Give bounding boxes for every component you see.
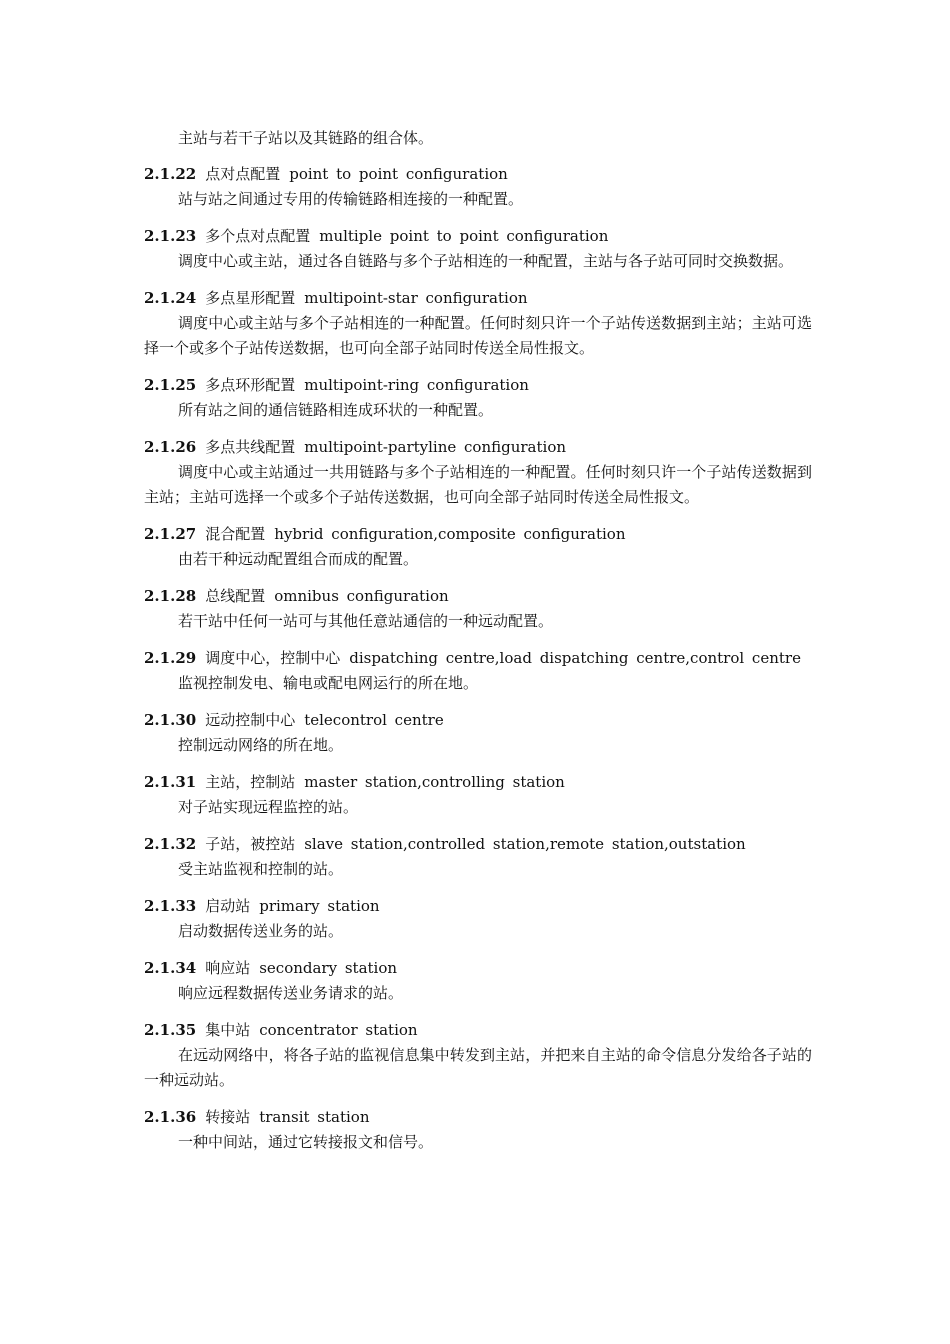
term-definition: 在远动网络中，将各子站的监视信息集中转发到主站，并把来自主站的命令信息分发给各子站的一种远动站。 [144,1046,812,1089]
term-entry [144,770,812,820]
term-number: 2.1.27 [144,525,197,543]
term-heading [144,162,812,187]
term-chinese: 主站，控制站 [205,773,296,791]
term-entry [144,956,812,1006]
term-entry [144,162,812,212]
term-entry [144,522,812,572]
term-entry [144,832,812,882]
term-english: primary station [259,897,380,915]
term-heading [144,286,812,311]
term-entry [144,1105,812,1155]
term-chinese: 远动控制中心 [205,711,296,729]
term-chinese: 多个点对点配置 [205,227,311,245]
term-definition: 一种中间站，通过它转接报文和信号。 [178,1133,434,1151]
term-chinese: 转接站 [205,1108,251,1126]
term-chinese: 响应站 [205,959,251,977]
term-english: secondary station [259,959,398,977]
term-chinese: 多点星形配置 [205,289,296,307]
term-entry [144,708,812,758]
term-english: multipoint-star configuration [304,289,528,307]
term-definition: 对子站实现远程监控的站。 [178,798,359,816]
term-number: 2.1.25 [144,376,197,394]
term-number: 2.1.31 [144,773,197,791]
term-english: multiple point to point configuration [319,227,609,245]
term-number: 2.1.32 [144,835,197,853]
term-heading [144,894,812,919]
term-definition: 启动数据传送业务的站。 [178,922,344,940]
term-heading [144,1018,812,1043]
term-heading [144,224,812,249]
term-chinese: 多点共线配置 [205,438,296,456]
term-definition: 监视控制发电、输电或配电网运行的所在地。 [178,674,479,692]
term-number: 2.1.26 [144,438,197,456]
term-definition: 控制远动网络的所在地。 [178,736,344,754]
intro-paragraph: 主站与若干子站以及其链路的组合体。 [178,129,434,147]
term-definition: 站与站之间通过专用的传输链路相连接的一种配置。 [178,190,524,208]
term-english: multipoint-partyline configuration [304,438,567,456]
term-number: 2.1.34 [144,959,197,977]
term-english: point to point configuration [289,165,508,183]
term-entry [144,646,812,696]
term-english: dispatching centre,load dispatching centre,control centre [349,649,801,667]
term-number: 2.1.29 [144,649,197,667]
term-definition: 调度中心或主站通过一共用链路与多个子站相连的一种配置。任何时刻只许一个子站传送数据到主站；主站可选择一个或多个子站传送数据，也可向全部子站同时传送全局性报文。 [144,463,812,506]
term-entry [144,435,812,510]
term-heading [144,646,812,671]
term-definition: 由若干种远动配置组合而成的配置。 [178,550,419,568]
term-heading [144,832,812,857]
term-chinese: 启动站 [205,897,251,915]
term-english: slave station,controlled station,remote station,outstation [304,835,746,853]
term-heading [144,584,812,609]
term-number: 2.1.28 [144,587,197,605]
term-number: 2.1.22 [144,165,197,183]
term-number: 2.1.30 [144,711,197,729]
term-entry [144,1018,812,1093]
term-english: master station,controlling station [304,773,565,791]
term-chinese: 点对点配置 [205,165,281,183]
term-chinese: 混合配置 [205,525,266,543]
term-entry [144,373,812,423]
term-definition: 受主站监视和控制的站。 [178,860,344,878]
term-number: 2.1.24 [144,289,197,307]
term-chinese: 子站，被控站 [205,835,296,853]
term-heading [144,373,812,398]
term-chinese: 集中站 [205,1021,251,1039]
term-definition: 若干站中任何一站可与其他任意站通信的一种远动配置。 [178,612,554,630]
term-entry [144,224,812,274]
term-heading [144,708,812,733]
term-entry [144,894,812,944]
term-english: multipoint-ring configuration [304,376,529,394]
term-definition: 所有站之间的通信链路相连成环状的一种配置。 [178,401,494,419]
term-definition: 响应远程数据传送业务请求的站。 [178,984,404,1002]
term-english: hybrid configuration,composite configuration [274,525,626,543]
document-body [144,126,812,1167]
term-heading [144,435,812,460]
term-chinese: 调度中心，控制中心 [205,649,341,667]
term-chinese: 总线配置 [205,587,266,605]
term-heading [144,1105,812,1130]
term-definition: 调度中心或主站，通过各自链路与多个子站相连的一种配置，主站与各子站可同时交换数据。 [178,252,794,270]
term-number: 2.1.36 [144,1108,197,1126]
term-english: telecontrol centre [304,711,444,729]
term-english: concentrator station [259,1021,418,1039]
term-definition: 调度中心或主站与多个子站相连的一种配置。任何时刻只许一个子站传送数据到主站；主站可选择一个或多个子站传送数据，也可向全部子站同时传送全局性报文。 [144,314,812,357]
term-heading [144,770,812,795]
term-chinese: 多点环形配置 [205,376,296,394]
term-number: 2.1.23 [144,227,197,245]
term-heading [144,522,812,547]
term-number: 2.1.35 [144,1021,197,1039]
term-entry [144,584,812,634]
term-heading [144,956,812,981]
term-english: transit station [259,1108,370,1126]
term-number: 2.1.33 [144,897,197,915]
term-entry [144,286,812,361]
term-english: omnibus configuration [274,587,449,605]
